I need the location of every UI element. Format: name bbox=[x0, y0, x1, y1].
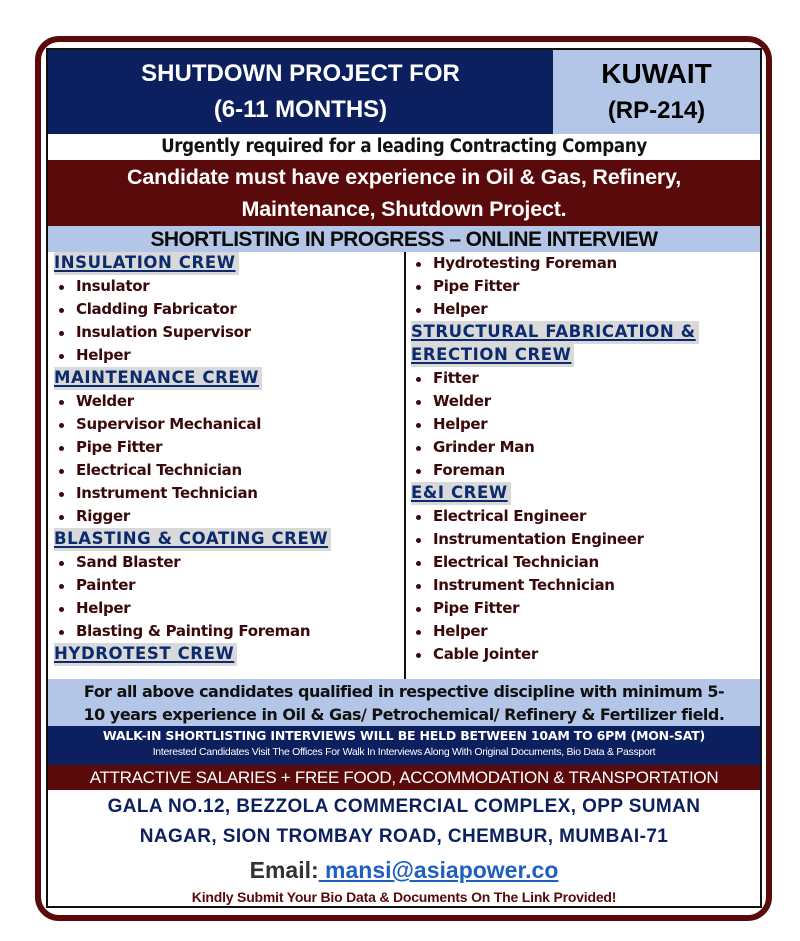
qualification-line-1: For all above candidates qualified in respective discipline with minimum 5- bbox=[83, 682, 725, 701]
blasting-coating-crew-list bbox=[54, 551, 399, 643]
list-item: Helper bbox=[411, 298, 756, 321]
list-item: Blasting & Painting Foreman bbox=[54, 620, 399, 643]
country: KUWAIT bbox=[601, 58, 712, 89]
column-divider bbox=[404, 252, 406, 679]
walkin-banner bbox=[48, 726, 760, 765]
hydrotest-crew-list bbox=[411, 252, 756, 321]
list-item: Insulation Supervisor bbox=[54, 321, 399, 344]
qualification-banner bbox=[48, 679, 760, 726]
title-line-1: SHUTDOWN PROJECT FOR bbox=[141, 60, 460, 87]
section-heading: E&I CREW bbox=[411, 482, 511, 505]
experience-banner bbox=[48, 160, 760, 226]
experience-line-1: Candidate must have experience in Oil & Gas, Refinery, bbox=[127, 165, 681, 189]
ei-crew-list bbox=[411, 505, 756, 666]
list-item: Helper bbox=[54, 597, 399, 620]
section-heading: ERECTION CREW bbox=[411, 344, 574, 367]
footer-note: Kindly Submit Your Bio Data & Documents On The Link Provided! bbox=[191, 889, 617, 905]
left-column bbox=[54, 252, 399, 666]
list-item: Instrument Technician bbox=[411, 574, 756, 597]
list-item: Helper bbox=[54, 344, 399, 367]
list-item: Fitter bbox=[411, 367, 756, 390]
section-heading: MAINTENANCE CREW bbox=[54, 367, 262, 390]
address-line-1: GALA NO.12, BEZZOLA COMMERCIAL COMPLEX, OPP SUMAN bbox=[107, 796, 701, 817]
list-item: Cable Jointer bbox=[411, 643, 756, 666]
qualification-line-2: 10 years experience in Oil & Gas/ Petrochemical/ Refinery & Fertilizer field. bbox=[83, 705, 725, 724]
list-item: Welder bbox=[54, 390, 399, 413]
email-contact bbox=[48, 854, 760, 886]
insulation-crew-list bbox=[54, 275, 399, 367]
address-line-2: NAGAR, SION TROMBAY ROAD, CHEMBUR, MUMBAI-71 bbox=[139, 826, 669, 847]
right-column bbox=[411, 252, 756, 666]
reference-code: (RP-214) bbox=[607, 97, 706, 124]
list-item: Foreman bbox=[411, 459, 756, 482]
list-item: Instrumentation Engineer bbox=[411, 528, 756, 551]
list-item: Cladding Fabricator bbox=[54, 298, 399, 321]
list-item: Instrument Technician bbox=[54, 482, 399, 505]
benefits-banner: ATTRACTIVE SALARIES + FREE FOOD, ACCOMMODATION & TRANSPORTATION bbox=[48, 765, 760, 790]
list-item: Grinder Man bbox=[411, 436, 756, 459]
list-item: Sand Blaster bbox=[54, 551, 399, 574]
office-address bbox=[48, 792, 760, 852]
list-item: Electrical Technician bbox=[54, 459, 399, 482]
list-item: Pipe Fitter bbox=[411, 597, 756, 620]
list-item: Electrical Technician bbox=[411, 551, 756, 574]
section-heading: BLASTING & COATING CREW bbox=[54, 528, 331, 551]
experience-line-2: Maintenance, Shutdown Project. bbox=[241, 197, 567, 221]
list-item: Insulator bbox=[54, 275, 399, 298]
list-item: Welder bbox=[411, 390, 756, 413]
urgent-banner: Urgently required for a leading Contracting Company bbox=[161, 136, 647, 157]
shortlisting-banner: SHORTLISTING IN PROGRESS – ONLINE INTERVIEW bbox=[48, 226, 760, 252]
section-heading: HYDROTEST CREW bbox=[54, 643, 237, 666]
email-label: Email: bbox=[249, 857, 319, 883]
project-title bbox=[48, 50, 553, 134]
email-link[interactable]: mansi@asiapower.co bbox=[318, 857, 559, 883]
section-heading: INSULATION CREW bbox=[54, 252, 239, 275]
section-heading: STRUCTURAL FABRICATION & bbox=[411, 321, 699, 344]
walkin-title: WALK-IN SHORTLISTING INTERVIEWS WILL BE HELD BETWEEN 10AM TO 6PM (MON-SAT) bbox=[102, 728, 706, 743]
list-item: Helper bbox=[411, 620, 756, 643]
structural-crew-list bbox=[411, 367, 756, 482]
list-item: Supervisor Mechanical bbox=[54, 413, 399, 436]
maintenance-crew-list bbox=[54, 390, 399, 528]
list-item: Pipe Fitter bbox=[411, 275, 756, 298]
walkin-subtitle: Interested Candidates Visit The Offices For Walk In Interviews Along With Original Documents, Bio Data & Passport bbox=[152, 746, 656, 758]
location-box bbox=[553, 50, 760, 134]
list-item: Electrical Engineer bbox=[411, 505, 756, 528]
title-line-2: (6-11 MONTHS) bbox=[213, 96, 388, 123]
list-item: Painter bbox=[54, 574, 399, 597]
list-item: Hydrotesting Foreman bbox=[411, 252, 756, 275]
list-item: Pipe Fitter bbox=[54, 436, 399, 459]
list-item: Rigger bbox=[54, 505, 399, 528]
list-item: Helper bbox=[411, 413, 756, 436]
job-poster bbox=[46, 48, 762, 908]
